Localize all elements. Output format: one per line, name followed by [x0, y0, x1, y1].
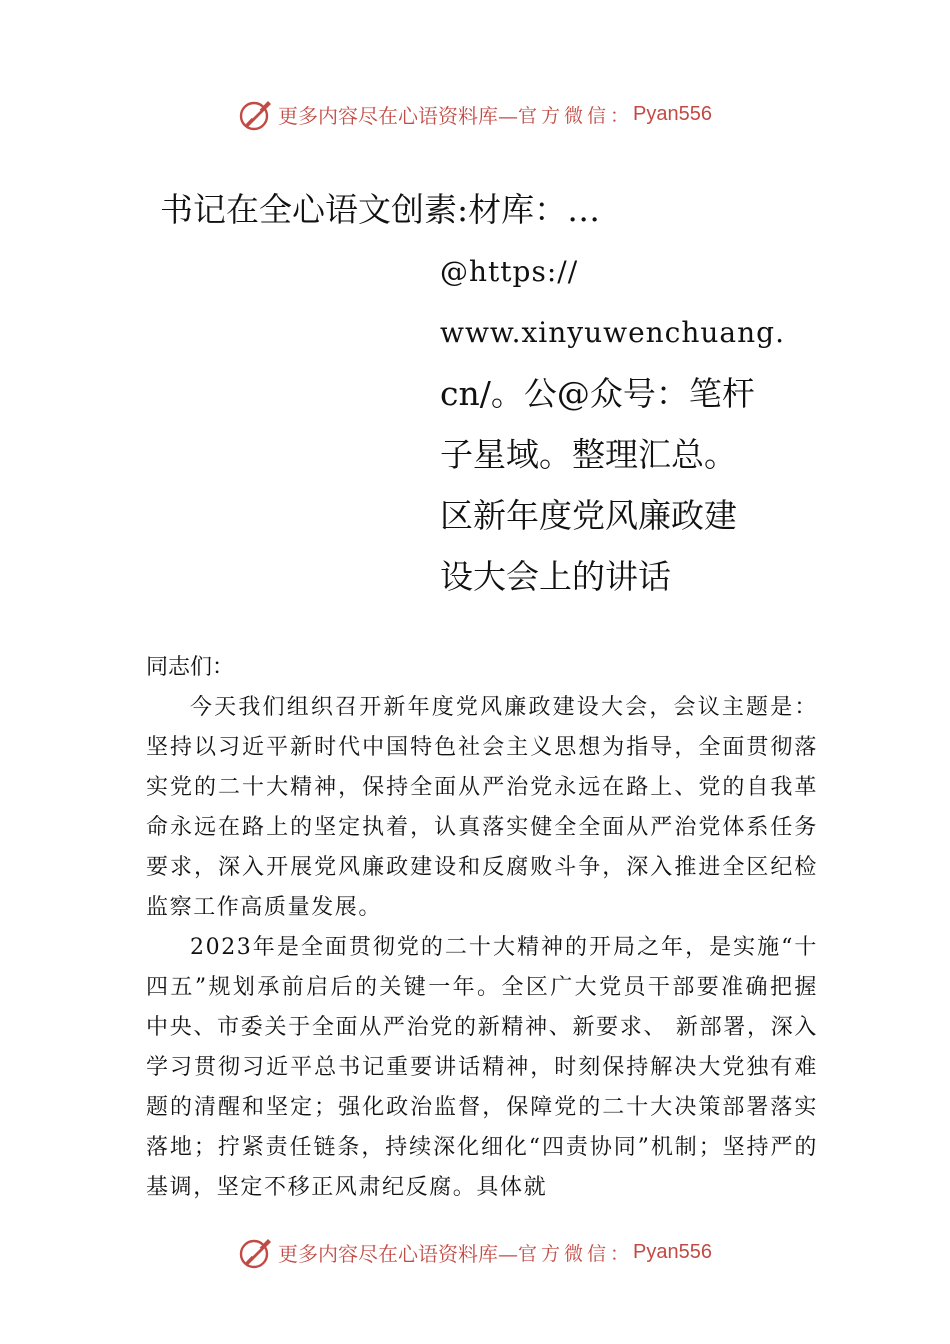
- header-banner: [238, 94, 712, 134]
- quill-logo-icon: [238, 96, 274, 132]
- quill-logo-icon: [238, 1234, 274, 1270]
- paragraph: 2023年是全面贯彻党的二十大精神的开局之年，是实施“十四五”规划承前启后的关键一年。全区广大党员干部要准确把握中央、市委关于全面从严治党的新精神、新要求、 新部署，深入学习贯彻习近平总书记重要讲话精神，时刻保持解决大党独有难题的清醒和坚定；强化政治监督，保障党的二十大决策部署落实落地；拧紧责任链条，持续深化细化“四责协同”机制；坚持严的基调，坚定不移正风肃纪反腐。具体就: [146, 935, 818, 1200]
- title-line: www.xinyuwenchuang.: [440, 316, 785, 349]
- title-line: 区新年度党风廉政建: [440, 496, 737, 535]
- banner-wechat-id: Pyan556: [633, 102, 712, 125]
- salutation: 同志们：: [146, 655, 235, 680]
- title-line: cn/。公@众号：笔杆: [440, 374, 755, 413]
- title-line: @https://: [440, 255, 579, 288]
- banner-wechat-label: 官方微信：: [518, 104, 634, 127]
- speech-body: [146, 648, 818, 1208]
- banner-wechat-id: Pyan556: [633, 1240, 712, 1263]
- paragraph: 今天我们组织召开新年度党风廉政建设大会，会议主题是：坚持以习近平新时代中国特色社会主义思想为指导，全面贯彻落实党的二十大精神，保持全面从严治党永远在路上、党的自我革命永远在路上的坚定执着，认真落实健全全面从严治党体系任务要求，深入开展党风廉政建设和反腐败斗争，深入推进全区纪检监察工作高质量发展。: [146, 695, 818, 920]
- banner-slogan: 更多内容尽在心语资料库—: [278, 103, 518, 128]
- banner-wechat-label: 官方微信：: [518, 1242, 634, 1265]
- title-line: 设大会上的讲话: [440, 557, 671, 596]
- banner-slogan: 更多内容尽在心语资料库—: [278, 1241, 518, 1266]
- title-block: [440, 250, 800, 616]
- title-line: 子星域。整理汇总。: [440, 435, 737, 474]
- footer-banner: [238, 1232, 712, 1272]
- title-line-1: 书记在全心语文创素:材库：…: [160, 190, 601, 229]
